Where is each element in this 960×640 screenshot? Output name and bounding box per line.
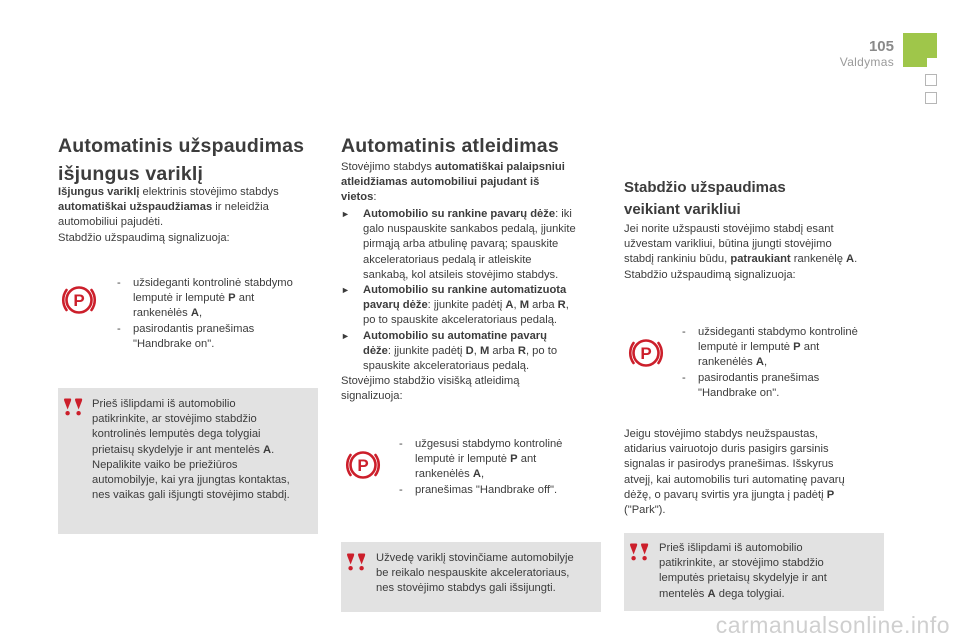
- col3-para-l5a: dėžę, o pavarų svirtis yra įjungta į padėtį: [624, 488, 827, 501]
- col2-b1-bold: Automobilio su rankine pavarų dėže: [363, 208, 556, 220]
- col3-title: [624, 177, 786, 220]
- col3-para-l2: atidarius vairuotojo duris pasigirs garsinis: [624, 443, 829, 456]
- col2-b1-l2: galo nuspauskite sankabos pedalą, įjunkite: [363, 223, 576, 236]
- col2-after-l1: Stovėjimo stabdžio visišką atleidimą: [341, 375, 520, 388]
- col2-bullets: [341, 207, 613, 405]
- col1-warn-l4b: A: [263, 443, 272, 456]
- col1-s2-line2: "Handbrake on".: [133, 337, 215, 350]
- col2-title: Automatinis atleidimas: [341, 135, 559, 157]
- col2-after-l2: signalizuoja:: [341, 390, 403, 403]
- col1-title-line1: Automatinis užspaudimas: [58, 135, 305, 157]
- col3-s1-line3a: rankenėlės: [698, 356, 756, 369]
- col2-s1-line3c: ,: [480, 468, 485, 481]
- col3-warn-l4c: dega tolygiai.: [715, 587, 785, 600]
- col1-s1-line2c: ant: [235, 292, 255, 305]
- col2-bullet1-arrow: ►: [341, 209, 350, 219]
- col3-s2-line2: "Handbrake on".: [698, 386, 780, 399]
- col2-warn-l3: nes stovėjimo stabdys gali išsijungti.: [376, 582, 556, 595]
- col3-warn-l4b: A: [707, 587, 716, 600]
- col1-dash1: -: [117, 277, 121, 289]
- col3-s1-line1: užsideganti stabdymo kontrolinė: [698, 326, 858, 338]
- chapter-marker-empty-2: [925, 92, 937, 104]
- col3-para-l4: atvejį, kai automobilis turi automatinę pavarų: [624, 473, 845, 486]
- col2-b3-bold1: Automobilio su automatine pavarų: [363, 329, 547, 342]
- col3-warn-l4a: mentelės: [659, 587, 708, 600]
- col3-para-l6: ("Park").: [624, 504, 666, 517]
- col2-s1-line2c: ant: [517, 453, 537, 466]
- col1-warn-l5: Nepalikite vaiko be priežiūros: [92, 458, 238, 471]
- section-title: Valdymas: [839, 55, 894, 69]
- col1-s1-line1: užsideganti kontrolinė stabdymo: [133, 277, 293, 289]
- col3-intro-l3a: stabdį rankiniu būdu,: [624, 253, 731, 266]
- col2-s1-line3b: A: [472, 468, 481, 481]
- col3-s1-line2b: P: [793, 341, 801, 354]
- col3-dash1: -: [682, 326, 686, 338]
- col2-warn-l2: be reikalo nespauskite akceleratoriaus,: [376, 567, 570, 580]
- col3-para-l1: Jeigu stovėjimo stabdys neužspaustas,: [624, 428, 819, 440]
- col1-intro-text1: elektrinis stovėjimo stabdys: [139, 186, 279, 198]
- col3-s1-line2c: ant: [800, 341, 820, 354]
- col2-b2-c2: ,: [565, 299, 569, 312]
- col3-intro-l1: Jei norite užspausti stovėjimo stabdį esant: [624, 223, 834, 235]
- col1-warn-l1: Prieš išlipdami iš automobilio: [92, 398, 236, 410]
- col2-intro-t1: Stovėjimo stabdys: [341, 161, 435, 173]
- col2-b3-bold2: dėže: [363, 344, 388, 357]
- col2-b1-t1: : iki: [555, 208, 572, 220]
- col1-intro-text2: ir neleidžia: [212, 201, 269, 214]
- col2-b3-t2: , po to: [525, 344, 558, 357]
- col2-b3-arba: arba: [489, 344, 518, 357]
- col1-signals: [117, 276, 317, 352]
- col3-s2-line1: pasirodantis pranešimas: [698, 371, 820, 384]
- col2-bullet2-arrow: ►: [341, 285, 350, 296]
- col1-warn-l2: patikrinkite, ar stovėjimo stabdžio: [92, 413, 257, 426]
- col1-warn-l7: nes vaikas gali išjungti stovėjimo stabdį.: [92, 489, 290, 502]
- chapter-marker-empty-1: [925, 74, 937, 86]
- col2-s2-line1: pranešimas "Handbrake off".: [415, 483, 558, 496]
- col3-intro-l3e: .: [854, 253, 858, 266]
- col3-intro-l3c: rankenėlę: [790, 253, 847, 266]
- col2-b2-l3: po to spauskite akceleratoriaus pedalą.: [363, 314, 558, 327]
- col1-intro-bold2: automatiškai užspaudžiamas: [58, 201, 213, 214]
- col2-b3-l3: spauskite akceleratoriaus pedalą.: [363, 360, 530, 373]
- col1-s1-line2b: P: [228, 292, 236, 305]
- col3-intro-l4: Stabdžio užspaudimą signalizuoja:: [624, 268, 796, 281]
- col2-b3-M: M: [479, 344, 490, 357]
- col1-title: [58, 133, 304, 187]
- col3-warning-icon: [629, 542, 651, 562]
- col1-warn-l6: automobilyje, kai yra įjungtas kontaktas,: [92, 474, 290, 487]
- col1-s1-line2a: lemputė ir lemputė: [133, 292, 229, 305]
- col1-s1-line3a: rankenėlės: [133, 307, 191, 320]
- col3-title-line1: Stabdžio užspaudimas: [624, 179, 786, 196]
- col1-intro-line3: automobiliui pajudėti.: [58, 216, 164, 229]
- col2-warning-icon: [346, 552, 368, 572]
- col2-intro-b2: atleidžiamas automobiliui pajudant iš: [341, 176, 540, 189]
- col2-warning-text: [376, 551, 598, 597]
- col2-intro-b3: vietos: [341, 191, 374, 204]
- col2-b2-bold1: Automobilio su rankine automatizuota: [363, 284, 567, 297]
- col1-warn-l4a: prietaisų skydelyje ir ant mentelės: [92, 443, 263, 456]
- col2-b2-M: M: [519, 299, 530, 312]
- col2-bullet3-arrow: ►: [341, 330, 350, 341]
- chapter-tab-marker: [927, 58, 938, 69]
- col3-s1-line2a: lemputė ir lemputė: [698, 341, 794, 354]
- col3-s1-line3b: A: [755, 356, 764, 369]
- col3-dash2: -: [682, 371, 686, 384]
- col3-warning-text: [659, 541, 881, 602]
- col3-intro-l3d: A: [846, 253, 855, 266]
- col2-intro-t3: :: [373, 191, 377, 204]
- col1-warn-l4c: .: [271, 443, 275, 456]
- col1-warning-text: [92, 397, 316, 503]
- parking-brake-off-icon: [344, 446, 382, 484]
- col2-b3-D: D: [465, 344, 474, 357]
- col2-intro: [341, 160, 611, 206]
- col2-b1-l5: sankabą, kol atsileis stovėjimo stabdys.: [363, 268, 559, 281]
- col3-warn-l1: Prieš išlipdami iš automobilio: [659, 542, 803, 554]
- col3-para-l3: signalas ir pasirodys pranešimas. Išskyrus: [624, 458, 834, 471]
- col1-warn-l3: kontrolinės lemputės dega tolygiai: [92, 428, 261, 441]
- col1-intro-bold1: Išjungus variklį: [58, 186, 140, 198]
- col2-b2-A: A: [505, 299, 514, 312]
- col2-s1-line3a: rankenėlės: [415, 468, 473, 481]
- col1-s2-line1: pasirodantis pranešimas: [133, 322, 255, 335]
- watermark: carmanualsonline.info: [715, 612, 950, 638]
- col1-intro: [58, 185, 308, 246]
- col3-warn-l2: patikrinkite, ar stovėjimo stabdžio: [659, 557, 824, 570]
- col2-intro-b1: automatiškai palaipsniui: [434, 161, 565, 173]
- page-number: 105: [868, 38, 894, 55]
- col2-b1-l3: pirmąją arba atbulinę pavarą; spauskite: [363, 238, 559, 251]
- col2-b3-t1: : įjunkite padėtį: [387, 344, 466, 357]
- col3-intro-l2: užvestam varikliui, būtina įjungti stovėjimo: [624, 238, 832, 251]
- col3-paragraph: [624, 427, 896, 518]
- col3-signals: [682, 325, 894, 401]
- col3-warn-l3: lemputės prietaisų skydelyje ir ant: [659, 572, 827, 585]
- col1-s1-line3b: A: [190, 307, 199, 320]
- col2-b2-R: R: [557, 299, 566, 312]
- col2-b2-c1: ,: [513, 299, 520, 312]
- col2-b3-R: R: [517, 344, 526, 357]
- col2-dash2: -: [399, 483, 403, 496]
- col2-b2-bold2: pavarų dėže: [363, 299, 428, 312]
- col3-title-line2: veikiant varikliui: [624, 201, 741, 218]
- col3-intro-l3b: patraukiant: [730, 253, 791, 266]
- parking-brake-on-icon: [627, 334, 665, 372]
- col3-s1-line3c: ,: [763, 356, 768, 369]
- col2-b1-l4: akceleratoriaus pedalą ir atleiskite: [363, 253, 532, 266]
- col2-s1-line2b: P: [510, 453, 518, 466]
- col2-warn-l1: Užvedę variklį stovinčiame automobilyje: [376, 552, 574, 564]
- col3-para-l5b: P: [826, 488, 835, 501]
- parking-brake-icon: [60, 281, 98, 319]
- col2-s1-line2a: lemputė ir lemputė: [415, 453, 511, 466]
- col2-b3-c1: ,: [473, 344, 480, 357]
- col2-b2-arba: arba: [529, 299, 558, 312]
- col1-intro-line4: Stabdžio užspaudimą signalizuoja:: [58, 231, 230, 244]
- col1-title-line2: išjungus variklį: [58, 163, 204, 185]
- col2-dash1: -: [399, 438, 403, 450]
- col1-s1-line3c: ,: [198, 307, 203, 320]
- col2-signals: [399, 437, 609, 498]
- col2-s1-line1: užgesusi stabdymo kontrolinė: [415, 438, 563, 450]
- col1-dash2: -: [117, 322, 121, 335]
- col2-b2-t1: : įjunkite padėtį: [427, 299, 506, 312]
- col1-warning-icon: [63, 397, 85, 417]
- col3-intro: [624, 222, 894, 283]
